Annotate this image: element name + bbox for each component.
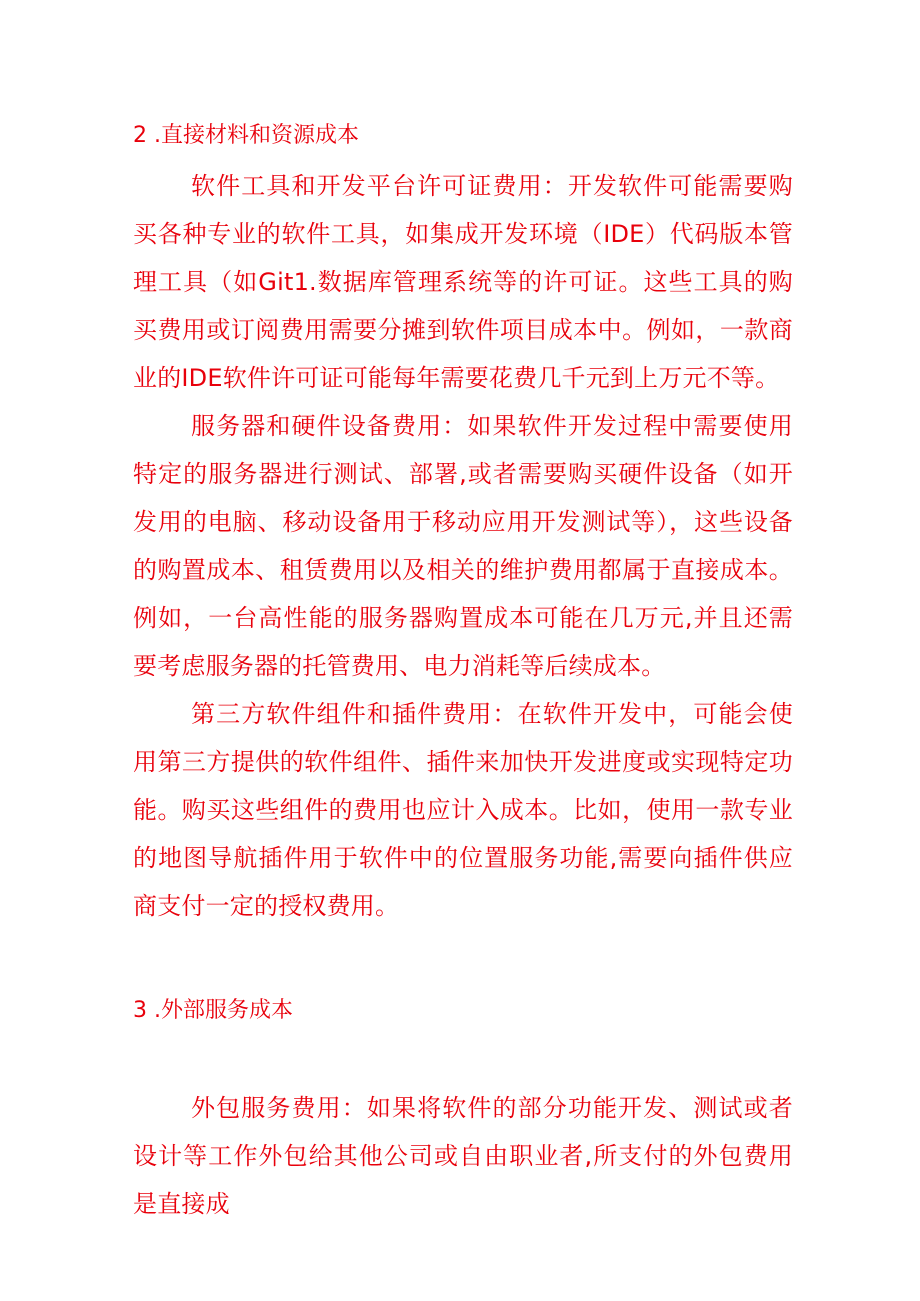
paragraph-server-hardware: 服务器和硬件设备费用：如果软件开发过程中需要使用特定的服务器进行测试、部署,或者需要购买硬件设备（如开发用的电脑、移动设备用于移动应用开发测试等），这些设备的购置成本、租赁费用以及相关的维护费用都属于直接成本。例如，一台高性能的服务器购置成本可能在几万元,并且还需要考虑服务器的托管费用、电力消耗等后续成本。 [133, 412, 793, 680]
paragraph-third-party-components: 第三方软件组件和插件费用：在软件开发中，可能会使用第三方提供的软件组件、插件来加快开发进度或实现特定功能。购买这些组件的费用也应计入成本。比如，使用一款专业的地图导航插件用于软件中的位置服务功能,需要向插件供应商支付一定的授权费用。 [133, 700, 793, 920]
section-2-heading: 2 .直接材料和资源成本 [133, 123, 359, 148]
paragraph-software-tools: 软件工具和开发平台许可证费用：开发软件可能需要购买各种专业的软件工具，如集成开发环境（IDE）代码版本管理工具（如Git1.数据库管理系统等的许可证。这些工具的购买费用或订阅费用需要分摊到软件项目成本中。例如，一款商业的IDE软件许可证可能每年需要花费几千元到上万元不等。 [133, 172, 793, 392]
paragraph-outsourcing: 外包服务费用：如果将软件的部分功能开发、测试或者设计等工作外包给其他公司或自由职业者,所支付的外包费用是直接成 [133, 1094, 793, 1218]
section-3-heading: 3 .外部服务成本 [133, 998, 293, 1023]
